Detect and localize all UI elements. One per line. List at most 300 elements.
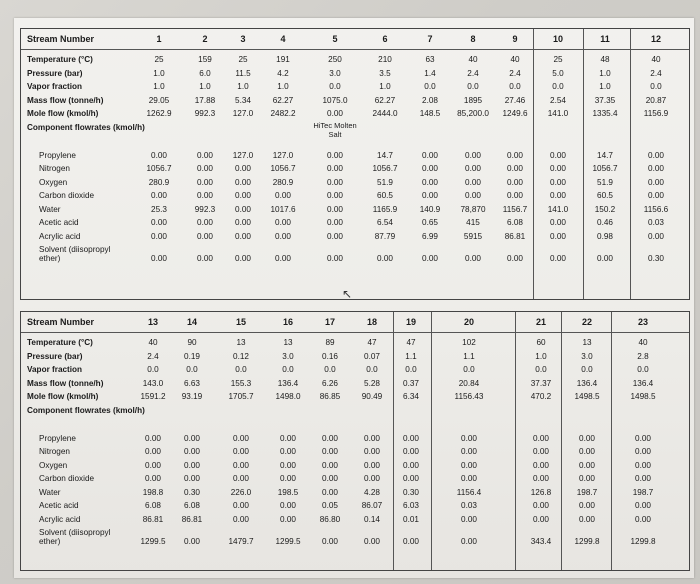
table-cell: 0.00	[184, 460, 200, 470]
table-cell: 0.00	[197, 177, 213, 187]
table-cell: 0.00	[280, 460, 296, 470]
table-cell: 0.00	[275, 254, 291, 263]
table-cell: 0.00	[465, 164, 481, 173]
table-cell: 0.00	[579, 514, 595, 524]
table-cell: 6.99	[422, 231, 438, 241]
table-cell: 0.00	[422, 191, 438, 200]
table-cell: 13	[236, 338, 246, 347]
table-cell: 0.00	[533, 433, 549, 443]
table-cell: 0.00	[197, 218, 213, 227]
table-cell: 60.5	[597, 191, 613, 200]
table-cell: 4.2	[277, 68, 289, 78]
table-cell: 0.00	[364, 447, 380, 456]
table-cell: 0.00	[233, 514, 249, 524]
table-cell: 1056.7	[372, 164, 398, 173]
table-cell: 0.00	[461, 537, 477, 546]
table-cell: 0.0	[405, 365, 417, 374]
table-cell: 0.00	[235, 218, 251, 227]
stream-number-header: 3	[240, 34, 246, 44]
table-cell: 1299.5	[140, 537, 166, 546]
table-cell: 140.9	[419, 204, 441, 214]
table-cell: 0.00	[280, 433, 296, 443]
table-cell: 0.00	[235, 231, 251, 241]
table-cell: 1165.9	[372, 204, 398, 214]
table-cell: 0.00	[364, 460, 380, 470]
table-cell: 127.0	[232, 109, 254, 118]
table-cell: 6.0	[199, 68, 211, 78]
table-cell: 0.0	[581, 365, 593, 374]
table-cell: 0.00	[233, 474, 249, 483]
table-cell: 0.00	[151, 254, 167, 263]
table-cell: 0.00	[145, 433, 161, 443]
table-cell: 0.00	[233, 460, 249, 470]
table-cell: 4.28	[364, 487, 380, 497]
stream-number-header: 15	[235, 317, 247, 327]
table-cell: 2444.0	[372, 109, 398, 118]
component-label: Solvent (diisopropyl ether)	[39, 245, 111, 263]
table-cell: 1.0	[237, 82, 249, 91]
table-cell: 3.0	[329, 68, 341, 78]
table-cell: 2482.2	[270, 109, 296, 118]
table-cell: 0.00	[635, 460, 651, 470]
table-cell: 29.05	[148, 95, 170, 105]
table-cell: 25	[238, 55, 248, 64]
table-cell: 1.0	[153, 68, 165, 78]
table-cell: 0.00	[403, 447, 419, 456]
table-cell: 1.4	[424, 68, 436, 78]
table-cell: 0.00	[507, 191, 523, 200]
table-cell: 6.08	[507, 218, 523, 227]
table-cell: 6.26	[322, 378, 338, 388]
table-cell: 0.00	[197, 150, 213, 160]
table-cell: 0.00	[533, 474, 549, 483]
table-cell: 0.00	[184, 433, 200, 443]
table-header-row	[21, 29, 689, 50]
table-cell: 0.00	[465, 177, 481, 187]
table-cell: 47	[406, 338, 416, 347]
component-header: Component flowrates (kmol/h)	[27, 122, 145, 132]
table-cell: 0.00	[461, 447, 477, 456]
stream-number-header: 5	[332, 34, 338, 44]
table-cell: 3.0	[282, 351, 294, 361]
table-cell: 0.00	[151, 191, 167, 200]
table-cell: 0.00	[579, 447, 595, 456]
table-cell: 86.81	[504, 231, 526, 241]
table-cell: 40	[638, 338, 648, 347]
molten-salt-note: HiTec Molten Salt	[313, 120, 357, 139]
table-cell: 40	[651, 55, 661, 64]
table-cell: 25.3	[151, 204, 167, 214]
table-cell: 0.0	[509, 82, 521, 91]
table-cell: 0.0	[463, 365, 475, 374]
table-cell: 0.00	[233, 501, 249, 510]
stream-number-header: 11	[600, 34, 610, 44]
component-label: Water	[39, 204, 61, 214]
table-cell: 198.5	[277, 487, 299, 497]
table-cell: 0.00	[550, 218, 566, 227]
component-label: Oxygen	[39, 177, 68, 187]
stream-number-header: 4	[280, 34, 286, 44]
row-label: Vapor fraction	[27, 82, 83, 91]
table-cell: 51.9	[597, 177, 613, 187]
table-cell: 470.2	[530, 392, 552, 401]
table-cell: 191	[276, 55, 290, 64]
table-cell: 0.0	[329, 82, 341, 91]
table-cell: 62.27	[272, 95, 294, 105]
table-cell: 0.00	[327, 150, 343, 160]
table-cell: 0.14	[364, 514, 380, 524]
row-label: Vapor fraction	[27, 365, 83, 374]
table-cell: 0.00	[377, 254, 393, 263]
table-cell: 1.1	[405, 351, 417, 361]
table-cell: 5915	[463, 231, 483, 241]
table-cell: 0.00	[233, 433, 249, 443]
table-cell: 0.00	[550, 177, 566, 187]
table-cell: 0.01	[403, 514, 419, 524]
table-cell: 127.0	[272, 150, 294, 160]
table-cell: 992.3	[194, 109, 216, 118]
table-cell: 1156.6	[643, 204, 669, 214]
table-cell: 0.00	[184, 474, 200, 483]
table-cell: 136.4	[632, 378, 654, 388]
table-cell: 86.85	[319, 392, 341, 401]
table-cell: 0.00	[550, 150, 566, 160]
column-divider	[431, 312, 432, 570]
table-cell: 2.4	[509, 68, 521, 78]
table-cell: 0.03	[461, 501, 477, 510]
table-cell: 992.3	[194, 204, 216, 214]
component-label: Water	[39, 487, 61, 497]
table-cell: 1479.7	[228, 537, 254, 546]
table-cell: 0.00	[327, 191, 343, 200]
component-label: Carbon dioxide	[39, 474, 95, 483]
table-cell: 0.00	[184, 537, 200, 546]
stream-number-header: 16	[282, 317, 294, 327]
table-cell: 198.7	[632, 487, 654, 497]
table-cell: 0.00	[322, 487, 338, 497]
table-cell: 0.98	[597, 231, 613, 241]
column-divider	[630, 29, 631, 299]
table-cell: 0.00	[327, 177, 343, 187]
component-label: Acrylic acid	[39, 514, 81, 524]
table-cell: 0.00	[422, 150, 438, 160]
table-cell: 0.00	[235, 177, 251, 187]
table-cell: 0.0	[235, 365, 247, 374]
table-cell: 0.00	[327, 109, 343, 118]
table-cell: 0.0	[637, 365, 649, 374]
table-cell: 62.27	[374, 95, 396, 105]
table-cell: 1.0	[277, 82, 289, 91]
table-cell: 27.46	[504, 95, 526, 105]
stream-number-header: 19	[405, 317, 417, 327]
table-title: Stream Number	[27, 34, 95, 44]
table-cell: 89	[325, 338, 335, 347]
table-cell: 5.28	[364, 378, 380, 388]
table-cell: 3.5	[379, 68, 391, 78]
table-cell: 1299.8	[630, 537, 656, 546]
table-cell: 40	[148, 338, 158, 347]
table-cell: 198.8	[142, 487, 164, 497]
column-divider	[515, 312, 516, 570]
table-cell: 47	[367, 338, 377, 347]
row-label: Temperature (°C)	[27, 55, 93, 64]
table-cell: 0.00	[635, 474, 651, 483]
table-cell: 0.00	[422, 254, 438, 263]
table-cell: 1249.6	[502, 109, 528, 118]
table-cell: 0.0	[147, 365, 159, 374]
table-cell: 1262.9	[146, 109, 172, 118]
table-cell: 0.00	[403, 474, 419, 483]
stream-number-header: 8	[470, 34, 476, 44]
table-cell: 415	[466, 218, 480, 227]
table-cell: 1056.7	[270, 164, 296, 173]
table-cell: 210	[378, 55, 392, 64]
table-cell: 5.34	[235, 95, 251, 105]
table-cell: 0.03	[648, 218, 664, 227]
stream-table-2	[20, 311, 690, 571]
column-divider	[611, 312, 612, 570]
table-cell: 86.81	[142, 514, 164, 524]
table-cell: 0.00	[648, 191, 664, 200]
table-cell: 0.00	[550, 254, 566, 263]
table-cell: 2.4	[147, 351, 159, 361]
table-cell: 0.00	[461, 433, 477, 443]
table-cell: 150.2	[594, 204, 616, 214]
column-divider	[393, 312, 394, 570]
table-cell: 0.00	[550, 164, 566, 173]
table-cell: 1.0	[599, 82, 611, 91]
table-cell: 0.00	[465, 191, 481, 200]
table-cell: 17.88	[194, 95, 216, 105]
table-cell: 0.00	[322, 447, 338, 456]
table-cell: 63	[425, 55, 435, 64]
table-cell: 0.00	[507, 150, 523, 160]
table-cell: 0.00	[648, 177, 664, 187]
table-cell: 1.1	[463, 351, 475, 361]
table-cell: 1075.0	[322, 95, 348, 105]
stream-number-header: 6	[382, 34, 388, 44]
table-cell: 0.00	[280, 501, 296, 510]
component-label: Nitrogen	[39, 447, 70, 456]
table-cell: 87.79	[374, 231, 396, 241]
table-cell: 1.0	[199, 82, 211, 91]
table-cell: 280.9	[272, 177, 294, 187]
table-cell: 148.5	[419, 109, 441, 118]
table-cell: 343.4	[530, 537, 552, 546]
table-cell: 6.34	[403, 392, 419, 401]
table-cell: 0.0	[324, 365, 336, 374]
stream-table-1	[20, 28, 690, 300]
table-cell: 48	[600, 55, 610, 64]
stream-number-header: 17	[324, 317, 336, 327]
table-cell: 0.00	[403, 433, 419, 443]
table-cell: 2.8	[637, 351, 649, 361]
table-cell: 0.00	[507, 164, 523, 173]
table-cell: 0.00	[550, 191, 566, 200]
table-cell: 0.00	[327, 218, 343, 227]
table-cell: 0.00	[461, 460, 477, 470]
table-cell: 1498.5	[574, 392, 600, 401]
table-cell: 25	[553, 55, 563, 64]
table-cell: 90.49	[361, 392, 383, 401]
table-cell: 0.00	[507, 177, 523, 187]
table-cell: 86.81	[181, 514, 203, 524]
table-cell: 1299.8	[574, 537, 600, 546]
table-cell: 2.08	[422, 95, 438, 105]
table-cell: 0.00	[275, 218, 291, 227]
table-cell: 143.0	[142, 378, 164, 388]
table-cell: 6.08	[184, 501, 200, 510]
table-cell: 0.00	[197, 191, 213, 200]
table-cell: 198.7	[576, 487, 598, 497]
column-divider	[533, 29, 534, 299]
table-cell: 0.00	[145, 460, 161, 470]
table-cell: 0.00	[579, 474, 595, 483]
table-cell: 250	[328, 55, 342, 64]
table-cell: 0.00	[364, 433, 380, 443]
table-cell: 0.46	[597, 218, 613, 227]
table-cell: 0.00	[533, 514, 549, 524]
table-cell: 0.00	[197, 254, 213, 263]
table-cell: 0.00	[635, 447, 651, 456]
table-cell: 0.00	[275, 191, 291, 200]
row-label: Pressure (bar)	[27, 351, 83, 361]
table-cell: 0.00	[507, 254, 523, 263]
component-label: Acrylic acid	[39, 231, 81, 241]
component-label: Propylene	[39, 433, 76, 443]
table-cell: 2.4	[650, 68, 662, 78]
column-divider	[583, 29, 584, 299]
table-cell: 0.00	[233, 447, 249, 456]
table-cell: 14.7	[597, 150, 613, 160]
table-cell: 0.00	[422, 177, 438, 187]
table-cell: 1.0	[599, 68, 611, 78]
table-cell: 0.00	[235, 191, 251, 200]
table-cell: 0.37	[403, 378, 419, 388]
table-cell: 60	[536, 338, 546, 347]
row-label: Mole flow (kmol/h)	[27, 392, 99, 401]
table-cell: 0.30	[184, 487, 200, 497]
table-cell: 0.00	[635, 433, 651, 443]
table-cell: 0.00	[422, 164, 438, 173]
table-cell: 1.0	[379, 82, 391, 91]
row-label: Mole flow (kmol/h)	[27, 109, 99, 118]
table-cell: 14.7	[377, 150, 393, 160]
component-label: Solvent (diisopropyl ether)	[39, 528, 111, 546]
stream-number-header: 10	[552, 34, 564, 44]
table-cell: 1156.43	[454, 392, 484, 401]
table-cell: 0.05	[322, 501, 338, 510]
table-cell: 0.12	[233, 351, 249, 361]
table-cell: 1895	[463, 95, 483, 105]
table-cell: 6.63	[184, 378, 200, 388]
table-cell: 1299.5	[275, 537, 301, 546]
table-cell: 0.16	[322, 351, 338, 361]
table-cell: 0.00	[327, 204, 343, 214]
table-cell: 0.0	[282, 365, 294, 374]
stream-number-header: 21	[535, 317, 547, 327]
document-photo	[14, 18, 694, 578]
table-cell: 20.84	[458, 378, 480, 388]
table-cell: 0.00	[151, 150, 167, 160]
table-cell: 1056.7	[146, 164, 172, 173]
table-cell: 0.00	[550, 231, 566, 241]
column-divider	[561, 312, 562, 570]
stream-number-header: 13	[147, 317, 159, 327]
table-cell: 126.8	[530, 487, 552, 497]
table-cell: 0.00	[280, 514, 296, 524]
stream-number-header: 20	[463, 317, 475, 327]
table-cell: 0.00	[322, 537, 338, 546]
table-cell: 13	[582, 338, 592, 347]
table-cell: 0.0	[535, 365, 547, 374]
table-cell: 0.00	[184, 447, 200, 456]
table-cell: 0.00	[461, 514, 477, 524]
table-cell: 60.5	[377, 191, 393, 200]
table-cell: 0.00	[364, 474, 380, 483]
table-cell: 0.00	[280, 474, 296, 483]
table-cell: 0.00	[465, 150, 481, 160]
stream-number-header: 9	[512, 34, 518, 44]
table-cell: 40	[468, 55, 478, 64]
component-label: Propylene	[39, 150, 76, 160]
table-cell: 25	[154, 55, 164, 64]
table-cell: 0.00	[145, 474, 161, 483]
table-cell: 0.00	[579, 433, 595, 443]
row-label: Pressure (bar)	[27, 68, 83, 78]
table-cell: 0.0	[467, 82, 479, 91]
table-cell: 0.00	[327, 164, 343, 173]
table-cell: 37.35	[594, 95, 616, 105]
table-cell: 37.37	[530, 378, 552, 388]
table-cell: 40	[510, 55, 520, 64]
table-cell: 127.0	[232, 150, 254, 160]
table-cell: 5.0	[552, 68, 564, 78]
table-cell: 0.00	[403, 460, 419, 470]
stream-number-header: 2	[202, 34, 208, 44]
stream-number-header: 1	[156, 34, 162, 44]
table-cell: 0.00	[151, 231, 167, 241]
table-cell: 85,200.0	[457, 109, 489, 118]
table-cell: 90	[187, 338, 197, 347]
table-cell: 136.4	[576, 378, 598, 388]
table-cell: 0.00	[322, 474, 338, 483]
table-cell: 0.0	[186, 365, 198, 374]
table-cell: 0.00	[364, 537, 380, 546]
table-cell: 0.00	[465, 254, 481, 263]
table-cell: 0.30	[648, 254, 664, 263]
table-cell: 0.00	[235, 254, 251, 263]
table-cell: 6.54	[377, 218, 393, 227]
table-cell: 0.0	[424, 82, 436, 91]
row-label: Mass flow (tonne/h)	[27, 378, 104, 388]
stream-number-header: 22	[581, 317, 593, 327]
component-label: Carbon dioxide	[39, 191, 95, 200]
table-cell: 0.0	[552, 82, 564, 91]
table-cell: 20.87	[645, 95, 667, 105]
table-cell: 0.00	[280, 447, 296, 456]
table-cell: 0.00	[533, 501, 549, 510]
mouse-cursor-icon: ↖	[342, 287, 353, 301]
component-header: Component flowrates (kmol/h)	[27, 405, 145, 415]
table-cell: 0.00	[327, 254, 343, 263]
table-cell: 159	[198, 55, 212, 64]
row-label: Temperature (°C)	[27, 338, 93, 347]
table-cell: 93.19	[181, 392, 203, 401]
table-cell: 1017.6	[270, 204, 296, 214]
table-title: Stream Number	[27, 317, 95, 327]
table-cell: 136.4	[277, 378, 299, 388]
